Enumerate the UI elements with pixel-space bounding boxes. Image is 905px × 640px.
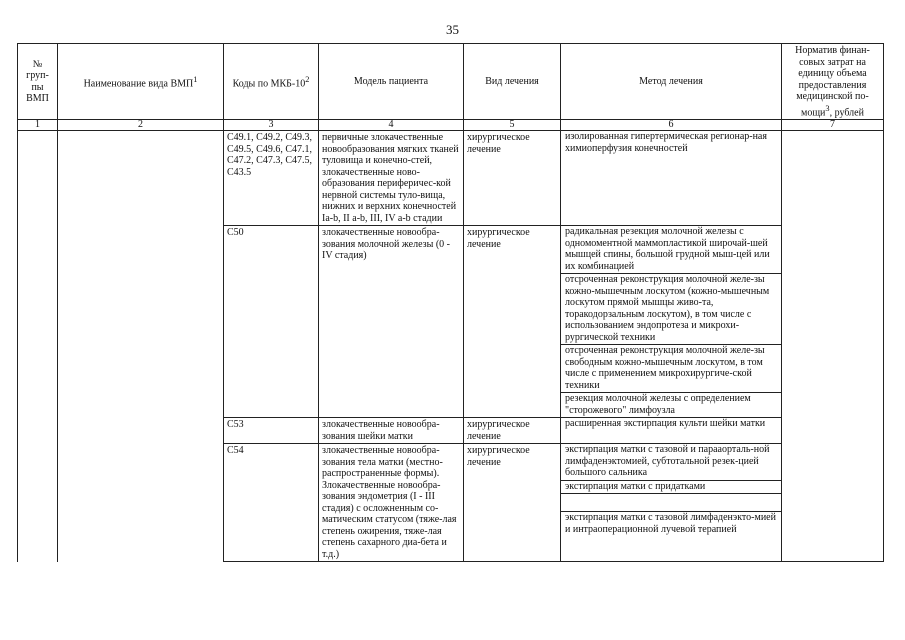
header-patient-model: Модель пациента: [319, 44, 464, 120]
vmp-name-cell: [58, 131, 224, 562]
method-item: экстирпация матки с тазовой лимфаденэкто-мией и интраоперационной лучевой терапией: [565, 512, 776, 535]
column-number: 1: [18, 120, 58, 131]
header-cost-standard: Норматив финан-совых затрат на единицу объема предоставления медицинской по-мощи$^3$, рублей: [782, 44, 884, 120]
treatment-type-cell: хирургическое лечение: [464, 131, 561, 226]
method-item: экстирпация матки с тазовой и парааорталь-ной лимфаденэктомией, субтотальной резек-цией большого сальника: [561, 444, 781, 481]
cost-cell: [782, 131, 884, 562]
method-item: резекция молочной железы с определением "сторожевого" лимфоузла: [565, 393, 751, 416]
header-treatment-type: Вид лечения: [464, 44, 561, 120]
table-row: [18, 131, 884, 226]
header-icd-codes: Коды по МКБ-$10^2$: [224, 44, 319, 120]
method-item: отсроченная реконструкция молочной желе-зы кожно-мышечным лоскутом (кожно-мышечным лоскутом прямой мышцы живо-та, торакодорзальным лоскутом), в том числе с использованием эндопротеза и микрохи-рургической техники: [561, 274, 781, 345]
column-number: 3: [224, 120, 319, 131]
patient-model-cell: злокачественные новообра-зования тела матки (местно-распространенные формы). Злокачественные новообра-зования эндометрия (I - III стадия) с осложненным со-матическим статусом (тяже-лая степень ожирения, тяже-лая степень сахарного диа-бета и т.д.): [319, 444, 464, 562]
icd-codes-cell: C50: [224, 226, 319, 418]
column-number: 7: [782, 120, 884, 131]
method-item: отсроченная реконструкция молочной желе-зы свободным кожно-мышечным лоскутом, в том числе с применением микрохирургиче-ской техники: [561, 345, 781, 393]
method-item: экстирпация матки с придатками: [561, 481, 781, 495]
icd-codes-cell: C53: [224, 418, 319, 444]
column-number: 6: [561, 120, 782, 131]
header-treatment-method: Метод лечения: [561, 44, 782, 120]
column-number: 4: [319, 120, 464, 131]
icd-codes-cell: C54: [224, 444, 319, 562]
method-spacer: [561, 494, 781, 512]
column-number: 2: [58, 120, 224, 131]
column-number: 5: [464, 120, 561, 131]
treatment-method-cell: [561, 444, 782, 562]
method-item: расширенная экстирпация культи шейки матки: [565, 418, 766, 430]
vmp-table-wrapper: [17, 43, 884, 562]
treatment-method-cell: [561, 131, 782, 226]
header-vmp-name: Наименование вида ВМП$^1$: [58, 44, 224, 120]
treatment-method-cell: [561, 226, 782, 418]
group-number-cell: [18, 131, 58, 562]
header-group-number: № груп-пы ВМП: [18, 44, 58, 120]
patient-model-cell: первичные злокачественные новообразования мягких тканей туловища и конечно-стей, злокачественные ново-образования периферичес-кой нервной системы туло-вища, нижних и верхних конечностей Ia-b, II a-b, III, IV a-b стадии: [319, 131, 464, 226]
header-row: [18, 44, 884, 120]
patient-model-cell: злокачественные новообра-зования молочной железы (0 - IV стадия): [319, 226, 464, 418]
treatment-type-cell: хирургическое лечение: [464, 444, 561, 562]
vmp-table: [17, 43, 884, 562]
treatment-type-cell: хирургическое лечение: [464, 226, 561, 418]
method-item: изолированная гипертермическая регионар-ная химиоперфузия конечностей: [565, 131, 767, 154]
patient-model-cell: злокачественные новообра-зования шейки матки: [319, 418, 464, 444]
column-number-row: [18, 120, 884, 131]
treatment-type-cell: хирургическое лечение: [464, 418, 561, 444]
icd-codes-cell: C49.1, C49.2, C49.3, C49.5, C49.6, C47.1, C47.2, C47.3, C47.5, C43.5: [224, 131, 319, 226]
page-number: 35: [446, 22, 459, 37]
treatment-method-cell: [561, 418, 782, 444]
method-item: радикальная резекция молочной железы с одномоментной маммопластикой широчай-шей мышцей спины, большой грудной мыш-цей или их комбинацией: [561, 226, 781, 274]
